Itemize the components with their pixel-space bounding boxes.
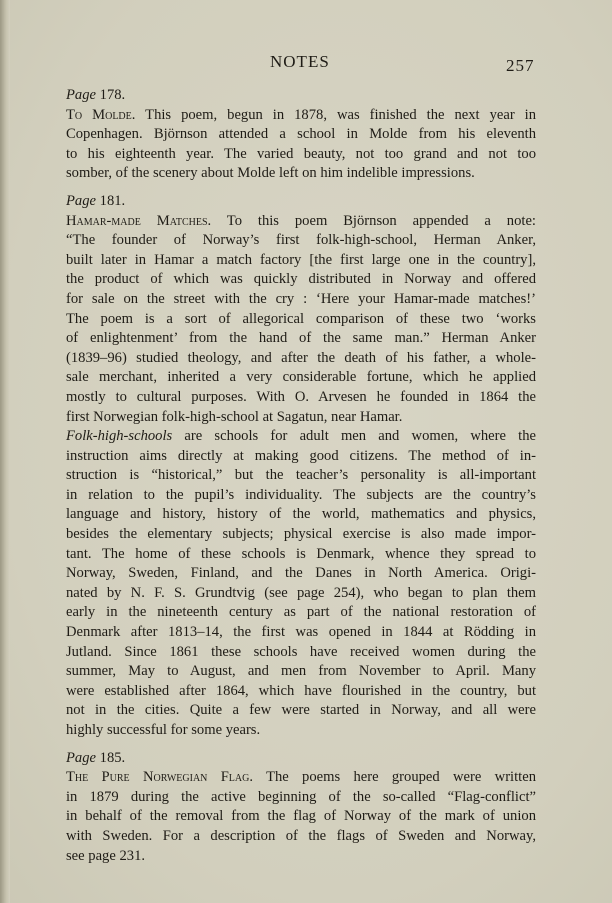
text-line: Copenhagen. Björnson attended a school in Molde from his eleventh <box>66 126 536 143</box>
text-line: built later in Hamar a match factory [the first large one in the country], <box>66 251 536 268</box>
notes-body <box>66 86 536 866</box>
text-line: struction is “historical,” but the teacher’s personality is all-important <box>66 467 536 484</box>
text-line: “The founder of Norway’s first folk-high-school, Herman Anker, <box>66 232 536 249</box>
text-line: with Sweden. For a description of the flags of Sweden and Norway, <box>66 827 536 844</box>
text-line: Denmark after 1813–14, the first was opened in 1844 at Rödding in <box>66 624 536 641</box>
page-reference-label: Page <box>66 192 96 209</box>
text-line: The Pure Norwegian Flag. The poems here grouped were written <box>66 769 536 786</box>
text-line: Norway, Sweden, Finland, and the Danes in North America. Origi- <box>66 565 536 582</box>
note-paragraph <box>66 212 536 428</box>
page-reference-number: 178. <box>99 87 126 103</box>
text-line: Jutland. Since 1861 these schools have received women during the <box>66 643 536 660</box>
page-reference <box>66 86 536 106</box>
note-section <box>66 86 536 184</box>
text-line: To Molde. This poem, begun in 1878, was finished the next year in <box>66 106 537 123</box>
text-line: to his eighteenth year. The varied beauty, not too grand and not too <box>66 145 536 162</box>
text-line: highly successful for some years. <box>66 722 261 738</box>
page-reference <box>66 749 536 769</box>
text-line: of enlightenment’ from the hand of the same man.” Herman Anker <box>66 330 536 347</box>
running-head-title: NOTES <box>270 52 330 71</box>
note-section <box>66 192 536 741</box>
text-line: were established after 1864, which have flourished in the country, but <box>66 682 536 699</box>
note-heading: The Pure Norwegian Flag. <box>66 769 254 786</box>
page-number: 257 <box>506 56 535 75</box>
text-line: see page 231. <box>66 847 146 864</box>
text-line: in 1879 during the active beginning of the so-called “Flag-conflict” <box>66 788 536 805</box>
text-line: Hamar-made Matches. To this poem Björnson appended a note: <box>66 212 536 229</box>
note-heading: Hamar-made Matches. <box>66 212 212 229</box>
text-line: not in the cities. Quite a few were started in Norway, and all were <box>66 702 536 719</box>
page-reference-label: Page <box>66 749 96 766</box>
note-heading: To Molde. <box>66 106 136 123</box>
page-reference <box>66 192 536 212</box>
page-reference-number: 185. <box>99 749 126 766</box>
text-line: besides the elementary subjects; physical exercise is also made impor- <box>66 526 536 543</box>
text-line: for sale on the street with the cry : ‘Here your Hamar-made matches!’ <box>66 290 536 307</box>
text-line: tant. The home of these schools is Denmark, whence they spread to <box>66 545 536 562</box>
text-line: language and history, history of the world, mathematics and physics, <box>66 506 536 523</box>
note-paragraph <box>66 768 536 866</box>
note-paragraph <box>66 106 536 184</box>
sub-heading: Folk-high-schools <box>66 428 173 445</box>
text-line: nated by N. F. S. Grundtvig (see page 254), who began to plan them <box>66 584 536 601</box>
text-line: summer, May to August, and men from November to April. Many <box>66 663 536 680</box>
note-section <box>66 749 536 867</box>
text-line: The poem is a sort of allegorical comparison of these two ‘works <box>66 310 536 327</box>
text-line: Folk-high-schools are schools for adult men and women, where the <box>66 428 536 445</box>
note-paragraph <box>66 427 536 741</box>
text-line: instruction aims directly at making good citizens. The method of in- <box>66 447 536 464</box>
text-line: sale merchant, inherited a very considerable fortune, which he applied <box>66 369 536 386</box>
page-reference-number: 181. <box>99 192 126 209</box>
page-edge <box>0 0 10 903</box>
text-line: first Norwegian folk-high-school at Sagatun, near Hamar. <box>66 408 403 425</box>
running-head <box>0 52 612 76</box>
text-line: (1839–96) studied theology, and after the death of his father, a whole- <box>66 349 536 366</box>
page-reference-label: Page <box>66 87 96 103</box>
text-line: in behalf of the removal from the flag of Norway of the mark of union <box>66 808 536 825</box>
text-line: early in the nineteenth century as part of the national restoration of <box>66 604 536 621</box>
text-line: in relation to the pupil’s individuality. The subjects are the country’s <box>66 486 536 503</box>
text-line: mostly to cultural purposes. With O. Arvesen he founded in 1864 the <box>66 388 536 405</box>
text-line: somber, of the scenery about Molde left on him indelible impressions. <box>66 165 475 182</box>
text-line: the product of which was quickly distributed in Norway and offered <box>66 271 536 288</box>
